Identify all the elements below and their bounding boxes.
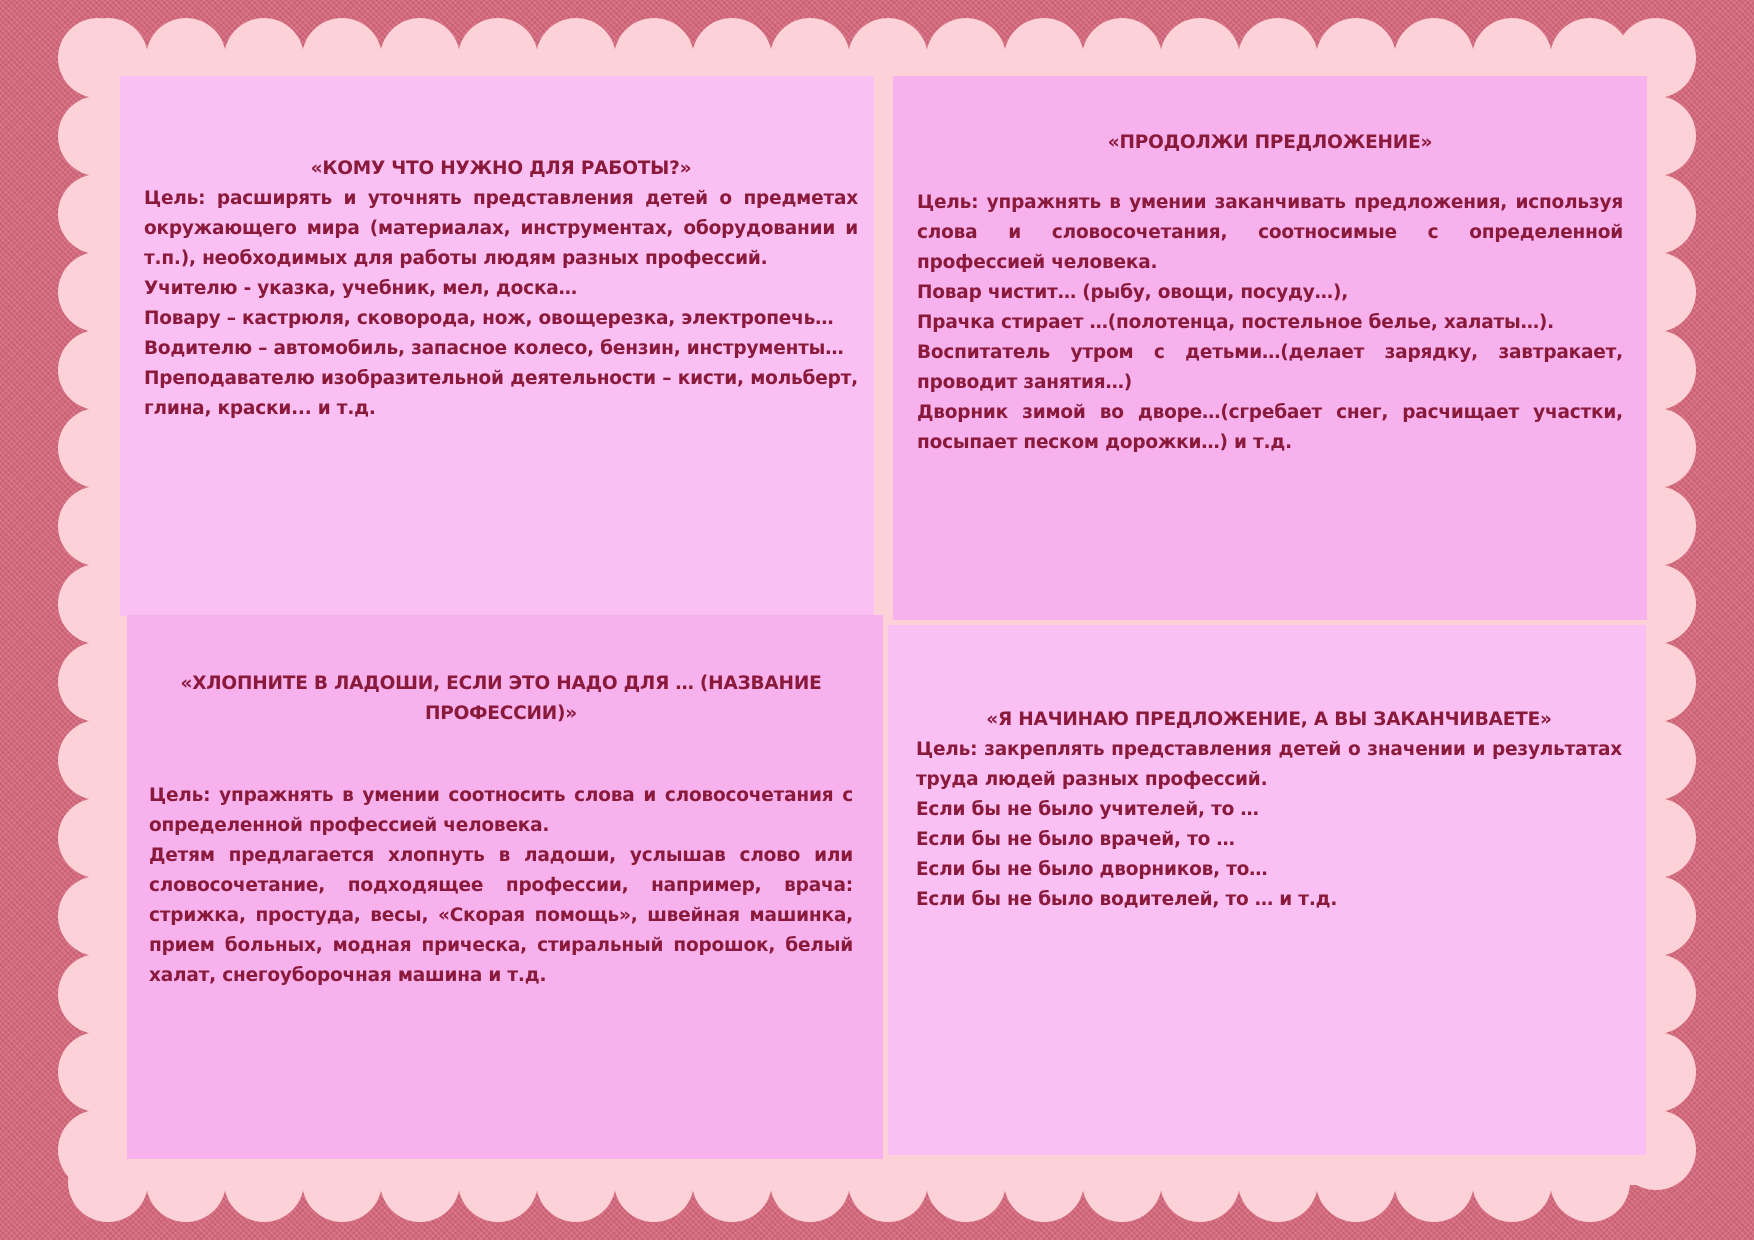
card-line: Преподавателю изобразительной деятельности – кисти, мольберт, глина, краски... и т.д. xyxy=(144,368,858,419)
card-title: «ПРОДОЛЖИ ПРЕДЛОЖЕНИЕ» xyxy=(1107,132,1433,153)
card-title: «КОМУ ЧТО НУЖНО ДЛЯ РАБОТЫ?» xyxy=(310,158,692,179)
card-line: Цель: закреплять представления детей о значении и результатах труда людей разных профессий. xyxy=(916,739,1622,790)
card-who-needs-what xyxy=(120,76,874,616)
card-line: Повару – кастрюля, сковорода, нож, овощерезка, электропечь… xyxy=(144,308,834,329)
card-line: Водителю – автомобиль, запасное колесо, бензин, инструменты… xyxy=(144,338,844,359)
card-clap-hands xyxy=(127,615,883,1159)
card-line: Повар чистит… (рыбу, овощи, посуду…), xyxy=(917,282,1349,303)
card-line: Если бы не было врачей, то … xyxy=(916,829,1235,850)
card-line: Цель: упражнять в умении заканчивать предложения, используя слова и словосочетания, соотносимые с определенной профессией человека. xyxy=(917,192,1623,273)
card-line: Если бы не было водителей, то … и т.д. xyxy=(916,889,1338,910)
card-line: Цель: расширять и уточнять представления детей о предметах окружающего мира (материалах, инструментах, оборудовании и т.п.), необходимых для работы людям разных профессий. xyxy=(144,188,858,269)
card-line: Дворник зимой во дворе…(сгребает снег, расчищает участки, посыпает песком дорожки…) и т.д. xyxy=(917,402,1623,453)
card-line: Прачка стирает …(полотенца, постельное белье, халаты…). xyxy=(917,312,1554,333)
card-line: Учителю - указка, учебник, мел, доска… xyxy=(144,278,577,299)
card-title: «ХЛОПНИТЕ В ЛАДОШИ, ЕСЛИ ЭТО НАДО ДЛЯ … (НАЗВАНИЕ ПРОФЕССИИ)» xyxy=(180,673,822,724)
card-continue-sentence xyxy=(893,76,1647,620)
card-line: Детям предлагается хлопнуть в ладоши, услышав слово или словосочетание, подходящее профессии, например, врача: стрижка, простуда, весы, «Скорая помощь», швейная машинка, прием больных, модная прическа, стиральный порошок, белый халат, снегоуборочная машина и т.д. xyxy=(149,845,853,986)
card-i-start-you-finish xyxy=(888,625,1646,1155)
card-title: «Я НАЧИНАЮ ПРЕДЛОЖЕНИЕ, А ВЫ ЗАКАНЧИВАЕТЕ» xyxy=(986,709,1552,730)
card-line: Если бы не было дворников, то… xyxy=(916,859,1268,880)
card-line: Если бы не было учителей, то … xyxy=(916,799,1259,820)
card-line: Цель: упражнять в умении соотносить слова и словосочетания с определенной профессией человека. xyxy=(149,785,853,836)
card-line: Воспитатель утром с детьми…(делает зарядку, завтракает, проводит занятия…) xyxy=(917,342,1623,393)
